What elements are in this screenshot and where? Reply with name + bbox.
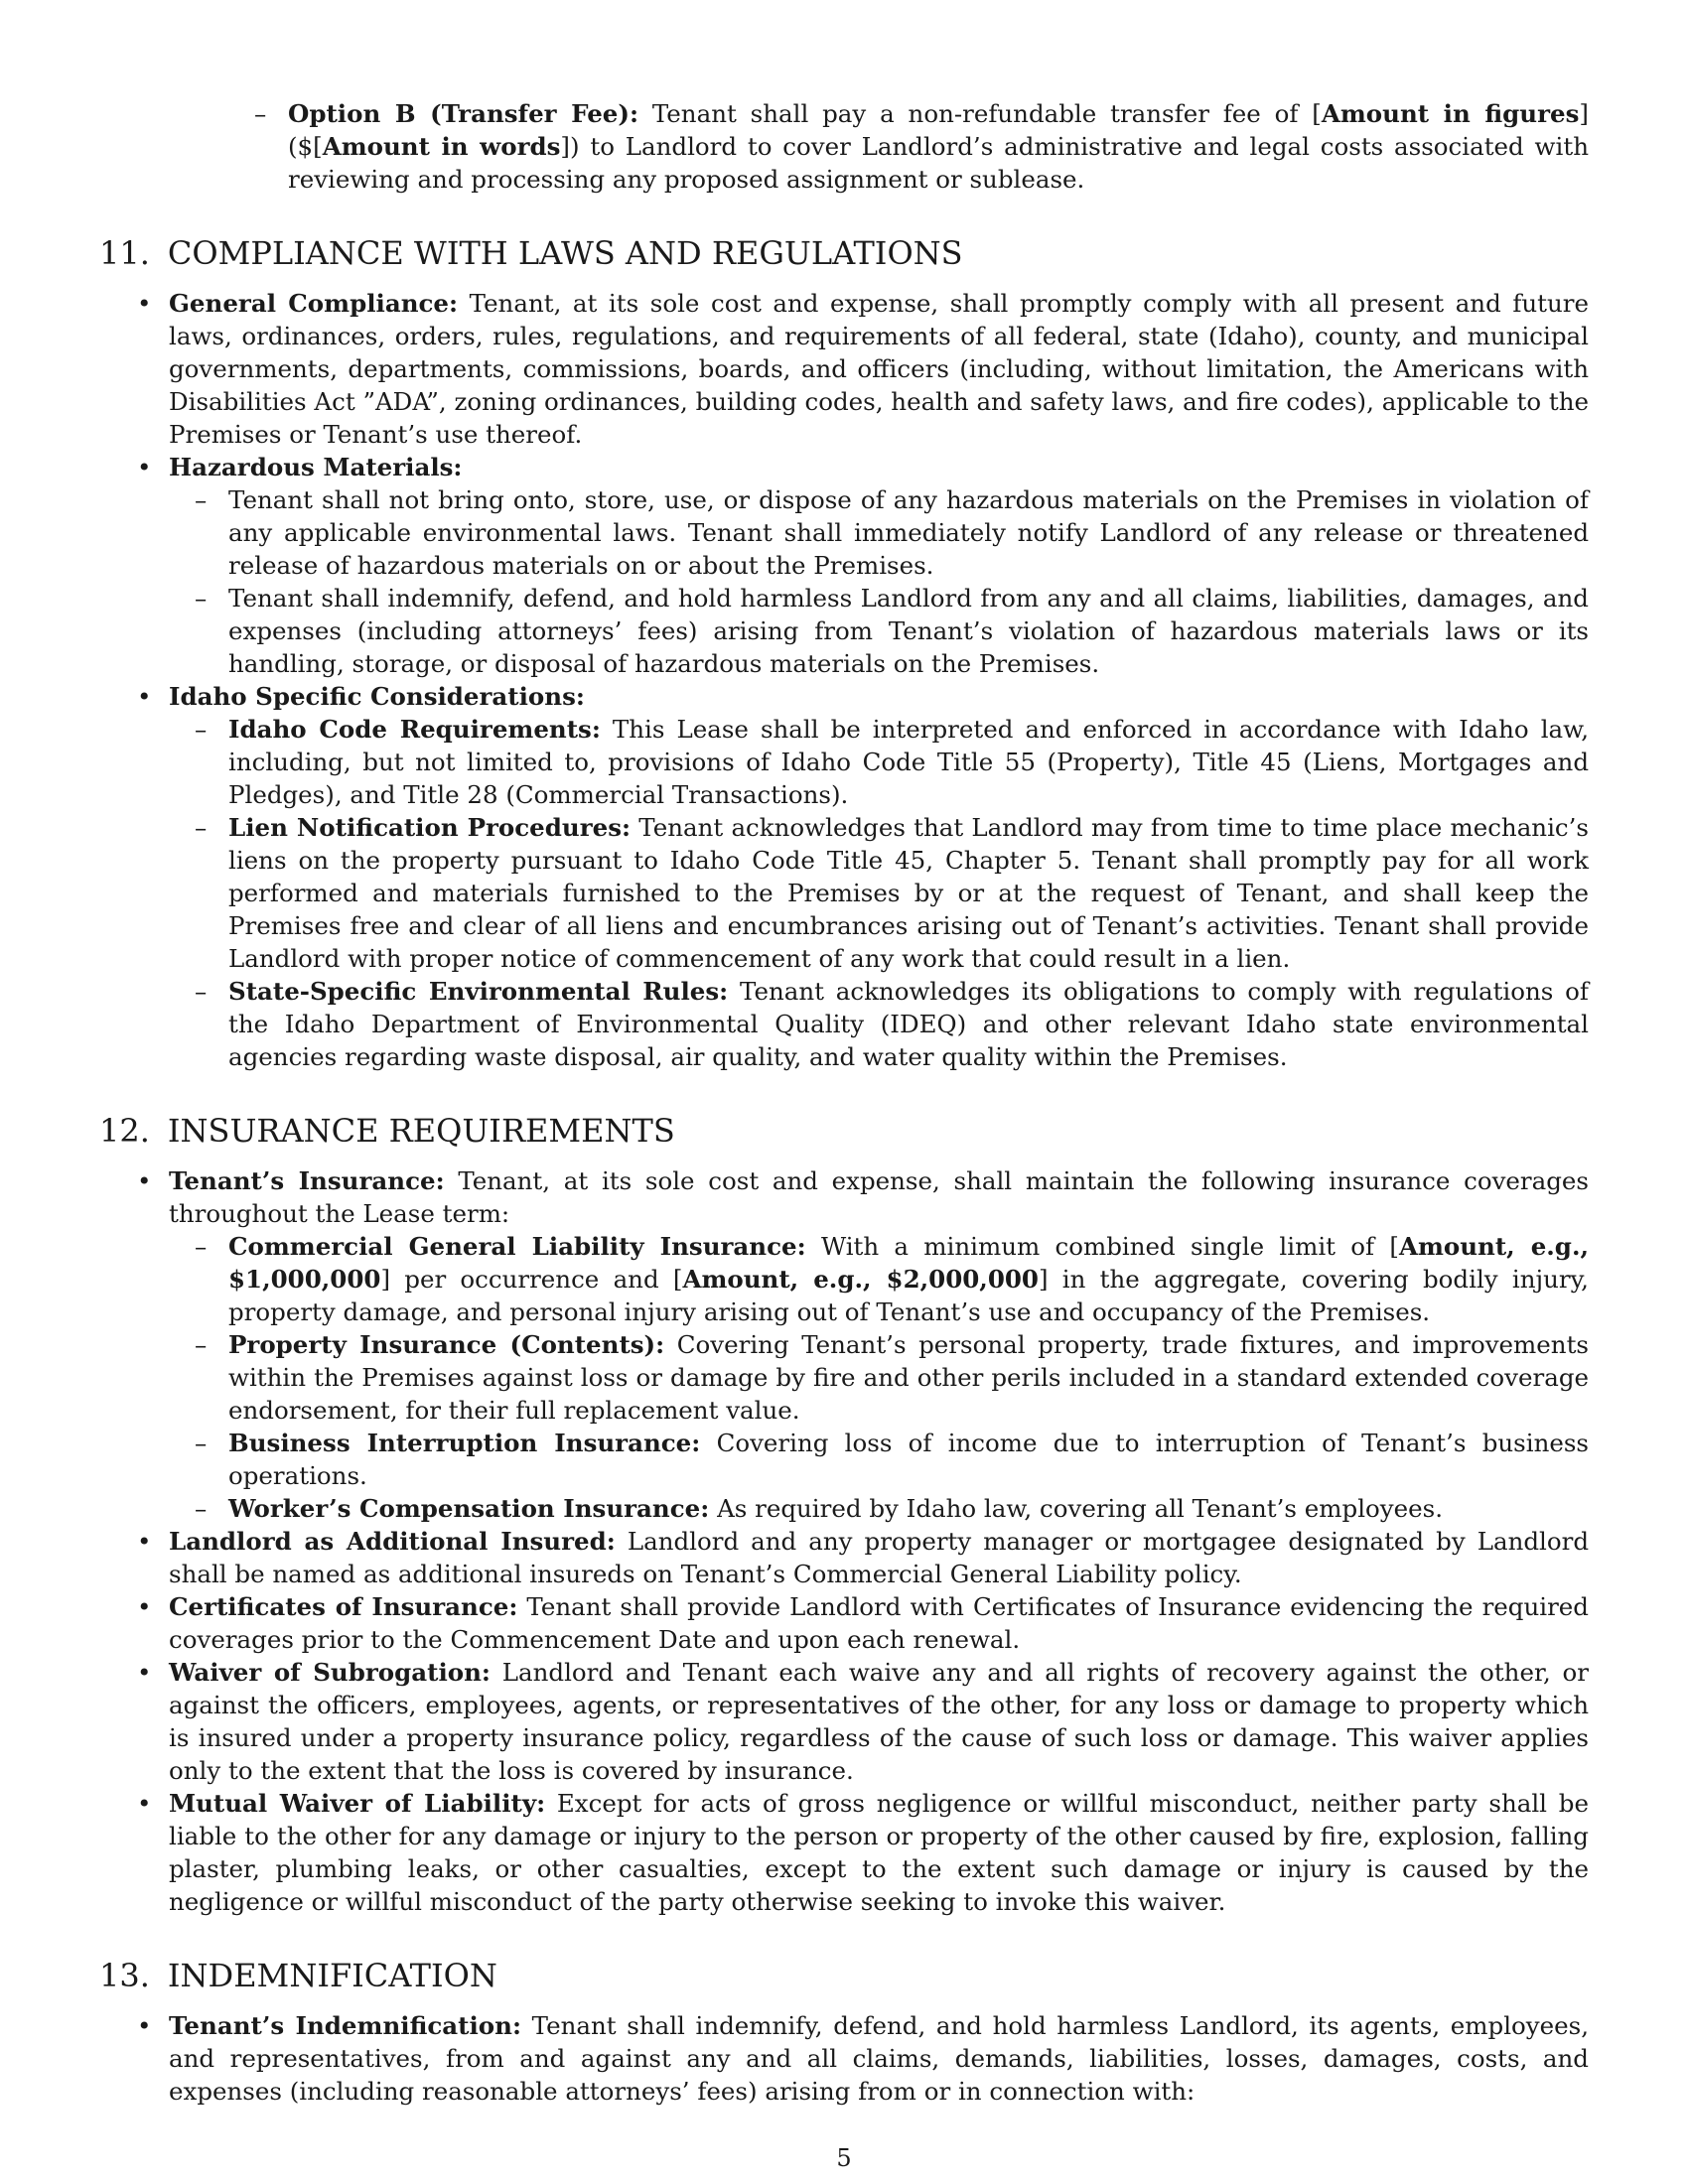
section-11-heading: 11. COMPLIANCE WITH LAWS AND REGULATIONS bbox=[99, 234, 963, 272]
idaho-considerations-item: • Idaho Specific Considerations: – Idaho Code Requirements: This Lease shall be interpreted and enforced in accordance with Idaho law, including, but not limited to, provisions of Idaho Code Title 55 (Property), Title 45 (Liens, Mortgages and Pledges), and Title 28 (Commercial Transactions). – Lien Notification Procedures: Tenant acknowledges that Landlord may from time to time place mechanic’s liens on the property pursuant to Idaho Code Title 45, Chapter 5. Tenant shall promptly pay for all work performed and materials furnished to the Premises by or at the request of Tenant, and shall keep the Premises free and clear of all liens and encumbrances arising out of Tenant’s activities. Tenant shall provide Landlord with proper notice of commencement of any work that could result in a lien. – State-Specific Environmental Rules: Tenant acknowledges its obligations to comply with regulations of the Idaho Department of Environmental Quality (IDEQ) and other relevant Idaho state environmental agencies regarding waste disposal, air quality, and water quality within the Premises. bbox=[99, 680, 1589, 1073]
tenant-indemnification-item: • Tenant’s Indemnification: Tenant shall indemnify, defend, and hold harmless Landlord, its agents, employees, and representatives, from and against any and all claims, demands, liabilities, losses, damages, costs, and expenses (including reasonable attorneys’ fees) arising from or in connection with: bbox=[99, 2009, 1589, 2108]
section-12-list bbox=[99, 1164, 1589, 1918]
mutual-waiver-item: • Mutual Waiver of Liability: Except for acts of gross negligence or willful misconduct, neither party shall be liable to the other for any damage or injury to the person or property of the other caused by fire, explosion, falling plaster, plumbing leaks, or other casualties, except to the extent such damage or injury is caused by the negligence or willful misconduct of the party otherwise seeking to invoke this waiver. bbox=[99, 1787, 1589, 1918]
option-b-label: Option B (Transfer Fee): bbox=[288, 99, 639, 128]
general-compliance-item: • General Compliance: Tenant, at its sole cost and expense, shall promptly comply with all present and future laws, ordinances, orders, rules, regulations, and requirements of all federal, state (Idaho), county, and municipal governments, departments, commissions, boards, and officers (including, without limitation, the Americans with Disabilities Act ”ADA”, zoning ordinances, building codes, health and safety laws, and fire codes), applicable to the Premises or Tenant’s use thereof. bbox=[99, 287, 1589, 451]
section-13 bbox=[99, 1956, 1589, 2108]
section-11 bbox=[99, 233, 1589, 1073]
section-13-list bbox=[99, 2009, 1589, 2108]
certificates-item: • Certificates of Insurance: Tenant shall provide Landlord with Certificates of Insurance evidencing the required coverages prior to the Commencement Date and upon each renewal. bbox=[99, 1590, 1589, 1656]
property-insurance-subitem: – Property Insurance (Contents): Covering Tenant’s personal property, trade fixtures, and improvements within the Premises against loss or damage by fire and other perils included in a standard extended coverage endorsement, for their full replacement value. bbox=[169, 1328, 1589, 1427]
option-b-list bbox=[99, 97, 1589, 196]
idaho-code-subitem: – Idaho Code Requirements: This Lease shall be interpreted and enforced in accordance with Idaho law, including, but not limited to, provisions of Idaho Code Title 55 (Property), Title 45 (Liens, Mortgages and Pledges), and Title 28 (Commercial Transactions). bbox=[169, 713, 1589, 811]
business-interruption-subitem: – Business Interruption Insurance: Covering loss of income due to interruption of Tenant’s business operations. bbox=[169, 1427, 1589, 1492]
waiver-subrogation-item: • Waiver of Subrogation: Landlord and Tenant each waive any and all rights of recovery against the other, or against the officers, employees, agents, or representatives of the other, for any loss or damage to property which is insured under a property insurance policy, regardless of the cause of such loss or damage. This waiver applies only to the extent that the loss is covered by insurance. bbox=[99, 1656, 1589, 1787]
insurance-coverage-sublist bbox=[169, 1230, 1589, 1525]
section-12-heading: 12. INSURANCE REQUIREMENTS bbox=[99, 1112, 675, 1150]
idaho-sublist bbox=[169, 713, 1589, 1073]
tenant-insurance-item: • Tenant’s Insurance: Tenant, at its sole cost and expense, shall maintain the following insurance coverages throughout the Lease term: – Commercial General Liability Insurance: With a minimum combined single limit of [Amount, e.g., $1,000,000] per occurrence and [Amount, e.g., $2,000,000] in the aggregate, covering bodily injury, property damage, and personal injury arising out of Tenant’s use and occupancy of the Premises. – Property Insurance (Contents): Covering Tenant’s personal property, trade fixtures, and improvements within the Premises against loss or damage by fire and other perils included in a standard extended coverage endorsement, for their full replacement value. – Business Interruption Insurance: Covering loss of income due to interruption of Tenant’s business operations. – Worker’s Compensation Insurance: As required by Idaho law, covering all Tenant’s employees. bbox=[99, 1164, 1589, 1525]
hazardous-materials-item: • Hazardous Materials: – Tenant shall not bring onto, store, use, or dispose of any hazardous materials on the Premises in violation of any applicable environmental laws. Tenant shall immediately notify Landlord of any release or threatened release of hazardous materials on or about the Premises. – Tenant shall indemnify, defend, and hold harmless Landlord from any and all claims, liabilities, damages, and expenses (including attorneys’ fees) arising from Tenant’s violation of hazardous materials laws or its handling, storage, or disposal of hazardous materials on the Premises. bbox=[99, 451, 1589, 680]
additional-insured-item: • Landlord as Additional Insured: Landlord and any property manager or mortgagee designated by Landlord shall be named as additional insureds on Tenant’s Commercial General Liability policy. bbox=[99, 1525, 1589, 1590]
cgl-subitem: – Commercial General Liability Insurance: With a minimum combined single limit of [Amount, e.g., $1,000,000] per occurrence and [Amount, e.g., $2,000,000] in the aggregate, covering bodily injury, property damage, and personal injury arising out of Tenant’s use and occupancy of the Premises. bbox=[169, 1230, 1589, 1328]
hazardous-materials-sublist bbox=[169, 483, 1589, 680]
hazard-subitem: – Tenant shall not bring onto, store, use, or dispose of any hazardous materials on the Premises in violation of any applicable environmental laws. Tenant shall immediately notify Landlord of any release or threatened release of hazardous materials on or about the Premises. bbox=[169, 483, 1589, 582]
section-11-list bbox=[99, 287, 1589, 1073]
section-12 bbox=[99, 1111, 1589, 1918]
section-13-heading: 13. INDEMNIFICATION bbox=[99, 1957, 497, 1994]
workers-comp-subitem: – Worker’s Compensation Insurance: As required by Idaho law, covering all Tenant’s employees. bbox=[169, 1492, 1589, 1525]
environmental-rules-subitem: – State-Specific Environmental Rules: Tenant acknowledges its obligations to comply with regulations of the Idaho Department of Environmental Quality (IDEQ) and other relevant Idaho state environmental agencies regarding waste disposal, air quality, and water quality within the Premises. bbox=[169, 975, 1589, 1073]
option-b-item: – Option B (Transfer Fee): Tenant shall pay a non-refundable transfer fee of [Amount in figures] ($[Amount in words]) to Landlord to cover Landlord’s administrative and legal costs associated with reviewing and processing any proposed assignment or sublease. bbox=[228, 97, 1589, 196]
page-number: 5 bbox=[836, 2144, 852, 2172]
hazard-subitem: – Tenant shall indemnify, defend, and hold harmless Landlord from any and all claims, liabilities, damages, and expenses (including attorneys’ fees) arising from Tenant’s violation of hazardous materials laws or its handling, storage, or disposal of hazardous materials on the Premises. bbox=[169, 582, 1589, 680]
document-page bbox=[99, 97, 1589, 2108]
lien-notification-subitem: – Lien Notification Procedures: Tenant acknowledges that Landlord may from time to time place mechanic’s liens on the property pursuant to Idaho Code Title 45, Chapter 5. Tenant shall promptly pay for all work performed and materials furnished to the Premises by or at the request of Tenant, and shall keep the Premises free and clear of all liens and encumbrances arising out of Tenant’s activities. Tenant shall provide Landlord with proper notice of commencement of any work that could result in a lien. bbox=[169, 811, 1589, 975]
